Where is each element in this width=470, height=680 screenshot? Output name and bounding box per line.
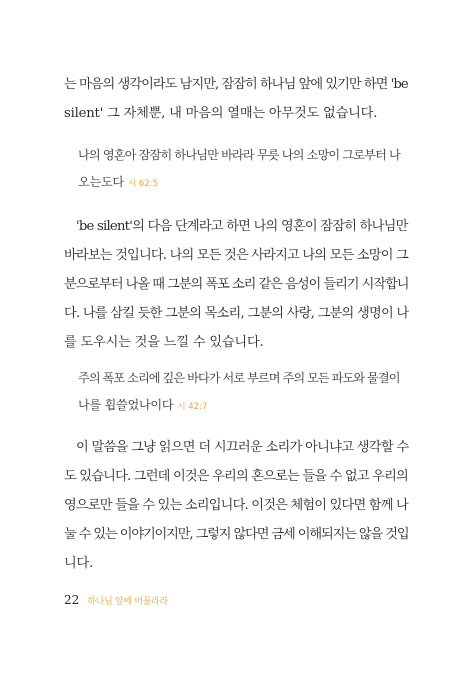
- scripture-quote-1: [78, 142, 400, 198]
- paragraph-3: [64, 433, 408, 578]
- paragraph-2-line-2: 바라보는 것입니다. 나의 모든 것은 사라지고 나의 모든 소망이 그: [64, 248, 408, 263]
- scripture-quote-2: [78, 365, 400, 421]
- paragraph-2-line-5: 를 도우시는 것을 느낄 수 있습니다.: [64, 335, 264, 350]
- quote-1-line-1: 나의 영혼아 잠잠히 하나님만 바라라 무릇 나의 소망이 그로부터 나: [78, 148, 400, 162]
- quote-1-line-2-text: 오는도다: [78, 175, 124, 189]
- quote-2-reference: 시 42:7: [177, 402, 208, 412]
- quote-2-line-2: [78, 392, 400, 421]
- paragraph-1: [64, 70, 408, 128]
- paragraph-3-line-1: 이 말씀을 그냥 읽으면 더 시끄러운 소리가 아니냐고 생각할 수: [76, 440, 409, 455]
- paragraph-2-line-3: 분으로부터 나올 때 그분의 폭포 소리 같은 음성이 들리기 시작합니: [64, 277, 409, 292]
- paragraph-3-line-2: 도 있습니다. 그런데 이것은 우리의 혼으로는 들을 수 없고 우리의: [64, 469, 408, 484]
- paragraph-3-line-4: 눌 수 있는 이야기이지만, 그렇지 않다면 금세 이해되지는 않을 것입: [64, 527, 409, 542]
- page-number: 22: [64, 593, 80, 607]
- paragraph-2-line-1: 'be silent'의 다음 단계라고 하면 나의 영혼이 잠잠히 하나님만: [76, 219, 408, 234]
- paragraph-1-line-1: 는 마음의 생각이라도 남지만, 잠잠히 하나님 앞에 있기만 하면 'be: [64, 77, 408, 92]
- quote-2-line-2-text: 나를 휩쓸었나이다: [78, 398, 174, 412]
- running-book-title: 하나님 앞에 머물라라: [87, 597, 168, 607]
- paragraph-1-line-2: silent' 그 자체뿐, 내 마음의 열매는 아무것도 없습니다.: [64, 106, 378, 121]
- quote-1-line-2: [78, 169, 400, 198]
- paragraph-3-line-5: 니다.: [64, 556, 94, 571]
- quote-1-reference: 시 62:5: [127, 179, 158, 189]
- paragraph-2: [64, 212, 408, 357]
- paragraph-2-line-4: 다. 나를 삼킬 듯한 그분의 목소리, 그분의 사랑, 그분의 생명이 나: [64, 306, 409, 321]
- paragraph-3-line-3: 영으로만 들을 수 있는 소리입니다. 이것은 체험이 있다면 함께 나: [64, 498, 408, 513]
- quote-2-line-1: 주의 폭포 소리에 깊은 바다가 서로 부르며 주의 모든 파도와 물결이: [78, 371, 400, 385]
- page-footer: [64, 593, 168, 607]
